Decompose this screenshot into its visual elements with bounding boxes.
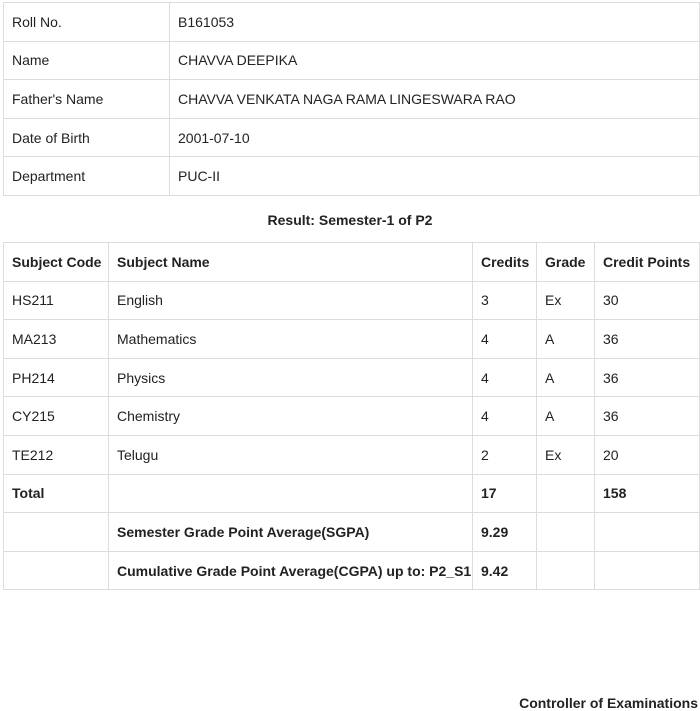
total-empty-cell: [109, 474, 473, 513]
dob-value: 2001-07-10: [170, 118, 700, 157]
subject-code: MA213: [4, 320, 109, 359]
subject-code: PH214: [4, 358, 109, 397]
sgpa-label: Semester Grade Point Average(SGPA): [109, 513, 473, 552]
subject-grade: A: [537, 358, 595, 397]
subject-credits: 4: [473, 320, 537, 359]
subject-name: Telugu: [109, 435, 473, 474]
dob-label: Date of Birth: [4, 118, 170, 157]
roll-no-label: Roll No.: [4, 3, 170, 42]
subject-credits: 4: [473, 397, 537, 436]
header-subject-code: Subject Code: [4, 243, 109, 282]
cgpa-empty-cell: [4, 551, 109, 590]
subject-name: Chemistry: [109, 397, 473, 436]
table-row: [4, 281, 700, 320]
header-subject-name: Subject Name: [109, 243, 473, 282]
subject-credit-points: 36: [595, 397, 700, 436]
cgpa-value: 9.42: [473, 551, 537, 590]
table-row: [4, 358, 700, 397]
subject-credit-points: 36: [595, 358, 700, 397]
header-credits: Credits: [473, 243, 537, 282]
total-row: [4, 474, 700, 513]
subject-name: Mathematics: [109, 320, 473, 359]
controller-signature-label: Controller of Examinations: [519, 695, 698, 711]
subject-credit-points: 20: [595, 435, 700, 474]
student-row-department: [4, 157, 700, 196]
student-row-dob: [4, 118, 700, 157]
total-credit-points: 158: [595, 474, 700, 513]
cgpa-empty-cell: [595, 551, 700, 590]
department-label: Department: [4, 157, 170, 196]
subject-credits: 4: [473, 358, 537, 397]
subject-code: CY215: [4, 397, 109, 436]
subject-code: HS211: [4, 281, 109, 320]
table-row: [4, 320, 700, 359]
name-value: CHAVVA DEEPIKA: [170, 41, 700, 80]
subject-credits: 3: [473, 281, 537, 320]
student-info-table: [3, 2, 700, 196]
sgpa-empty-cell: [537, 513, 595, 552]
name-label: Name: [4, 41, 170, 80]
student-row-father-name: [4, 80, 700, 119]
subject-credits: 2: [473, 435, 537, 474]
total-empty-cell: [537, 474, 595, 513]
sgpa-empty-cell: [595, 513, 700, 552]
subject-grade: A: [537, 320, 595, 359]
father-name-value: CHAVVA VENKATA NAGA RAMA LINGESWARA RAO: [170, 80, 700, 119]
student-row-roll-no: [4, 3, 700, 42]
subject-grade: A: [537, 397, 595, 436]
result-table: [3, 242, 700, 590]
subject-name: English: [109, 281, 473, 320]
cgpa-empty-cell: [537, 551, 595, 590]
sgpa-empty-cell: [4, 513, 109, 552]
father-name-label: Father's Name: [4, 80, 170, 119]
subject-name: Physics: [109, 358, 473, 397]
subject-code: TE212: [4, 435, 109, 474]
header-grade: Grade: [537, 243, 595, 282]
subject-grade: Ex: [537, 281, 595, 320]
result-header-row: [4, 243, 700, 282]
total-label: Total: [4, 474, 109, 513]
total-credits: 17: [473, 474, 537, 513]
sgpa-value: 9.29: [473, 513, 537, 552]
roll-no-value: B161053: [170, 3, 700, 42]
table-row: [4, 435, 700, 474]
student-row-name: [4, 41, 700, 80]
table-row: [4, 397, 700, 436]
cgpa-row: [4, 551, 700, 590]
sgpa-row: [4, 513, 700, 552]
subject-grade: Ex: [537, 435, 595, 474]
department-value: PUC-II: [170, 157, 700, 196]
subject-credit-points: 36: [595, 320, 700, 359]
result-title: Result: Semester-1 of P2: [267, 212, 433, 228]
header-credit-points: Credit Points: [595, 243, 700, 282]
cgpa-label: Cumulative Grade Point Average(CGPA) up to: P2_S1: [109, 551, 473, 590]
subject-credit-points: 30: [595, 281, 700, 320]
